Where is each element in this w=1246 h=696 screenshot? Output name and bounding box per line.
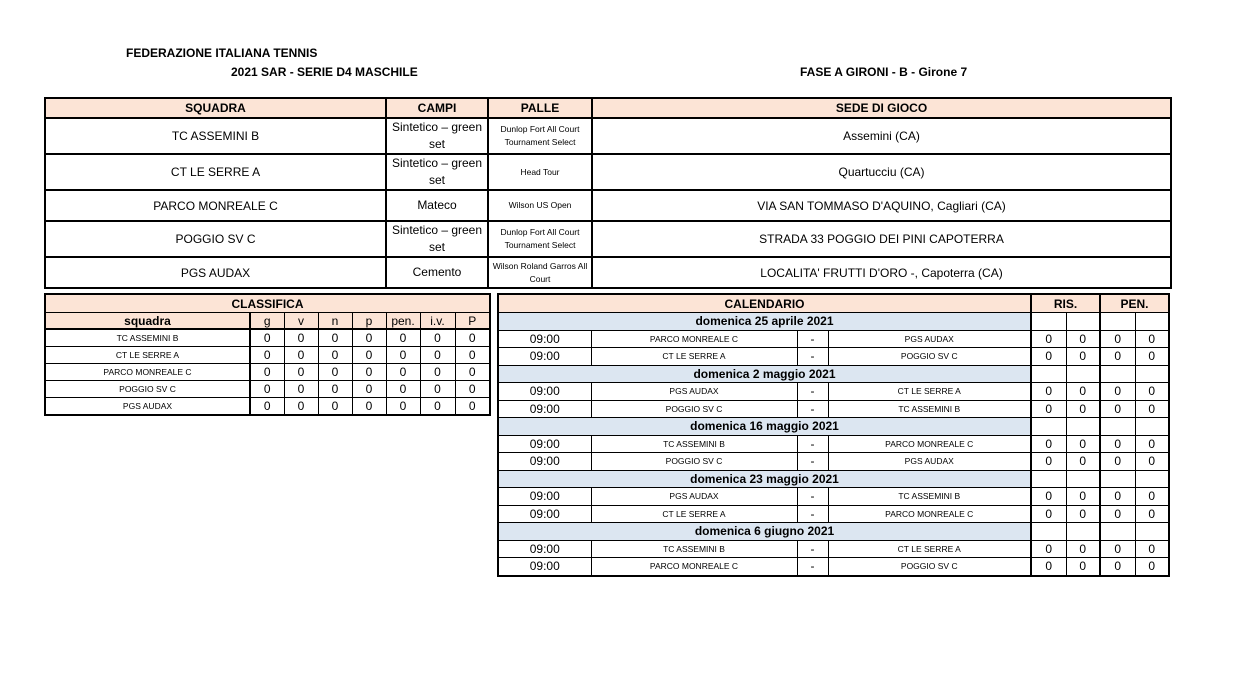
ris-away: 0 <box>1066 505 1100 523</box>
match-row <box>498 558 1169 576</box>
match-home-team: POGGIO SV C <box>591 400 797 418</box>
stat-g: 0 <box>250 329 284 347</box>
round-date: domenica 25 aprile 2021 <box>498 313 1031 331</box>
stat-pen: 0 <box>386 381 420 398</box>
stat-iv: 0 <box>420 329 455 347</box>
match-away-team: PARCO MONREALE C <box>828 505 1031 523</box>
team-sede: Assemini (CA) <box>592 118 1171 154</box>
federation-title: FEDERAZIONE ITALIANA TENNIS <box>126 46 318 60</box>
ris-home: 0 <box>1031 383 1066 401</box>
score-cell-empty <box>1031 418 1066 436</box>
standings-row <box>45 381 490 398</box>
col-n: n <box>318 313 352 330</box>
team-sede: VIA SAN TOMMASO D'AQUINO, Cagliari (CA) <box>592 190 1171 221</box>
ris-home: 0 <box>1031 505 1066 523</box>
match-time: 09:00 <box>498 400 591 418</box>
col-v: v <box>284 313 318 330</box>
team-name: CT LE SERRE A <box>45 154 386 190</box>
match-away-team: PARCO MONREALE C <box>828 435 1031 453</box>
team-palle: Dunlop Fort All Court Tournament Select <box>488 221 592 257</box>
score-cell-empty <box>1066 313 1100 331</box>
team-campi: Sintetico – green set <box>386 221 488 257</box>
teams-header-row <box>45 98 1171 118</box>
standings-team: POGGIO SV C <box>45 381 250 398</box>
ris-away: 0 <box>1066 400 1100 418</box>
stat-points: 0 <box>455 398 490 416</box>
stat-n: 0 <box>318 364 352 381</box>
pen-home: 0 <box>1100 558 1135 576</box>
match-home-team: PGS AUDAX <box>591 488 797 506</box>
stat-v: 0 <box>284 364 318 381</box>
stat-iv: 0 <box>420 364 455 381</box>
round-date-row <box>498 313 1169 331</box>
team-name: PARCO MONREALE C <box>45 190 386 221</box>
stat-points: 0 <box>455 347 490 364</box>
pen-away: 0 <box>1135 330 1169 348</box>
team-sede: LOCALITA' FRUTTI D'ORO -, Capoterra (CA) <box>592 257 1171 288</box>
header-campi: CAMPI <box>386 98 488 118</box>
pen-home: 0 <box>1100 330 1135 348</box>
classifica-table <box>44 293 491 416</box>
team-name: PGS AUDAX <box>45 257 386 288</box>
match-row <box>498 488 1169 506</box>
ris-home: 0 <box>1031 400 1066 418</box>
team-palle: Dunlop Fort All Court Tournament Select <box>488 118 592 154</box>
ris-away: 0 <box>1066 383 1100 401</box>
stat-n: 0 <box>318 398 352 416</box>
pen-home: 0 <box>1100 348 1135 366</box>
stat-pen: 0 <box>386 398 420 416</box>
stat-iv: 0 <box>420 398 455 416</box>
match-home-team: POGGIO SV C <box>591 453 797 471</box>
stat-v: 0 <box>284 329 318 347</box>
team-sede: Quartucciu (CA) <box>592 154 1171 190</box>
standings-row <box>45 364 490 381</box>
team-name: POGGIO SV C <box>45 221 386 257</box>
ris-header: RIS. <box>1031 294 1100 313</box>
match-row <box>498 348 1169 366</box>
team-row <box>45 190 1171 221</box>
standings-row <box>45 347 490 364</box>
pen-home: 0 <box>1100 383 1135 401</box>
score-cell-empty <box>1031 313 1066 331</box>
match-away-team: PGS AUDAX <box>828 453 1031 471</box>
stat-p: 0 <box>352 329 386 347</box>
pen-home: 0 <box>1100 488 1135 506</box>
match-time: 09:00 <box>498 383 591 401</box>
stat-p: 0 <box>352 398 386 416</box>
match-time: 09:00 <box>529 559 560 574</box>
classifica-title: CLASSIFICA <box>45 294 490 313</box>
col-squadra: squadra <box>45 313 250 330</box>
score-cell-empty <box>1066 365 1100 383</box>
score-cell-empty <box>1135 523 1169 541</box>
stat-g: 0 <box>250 398 284 416</box>
score-cell-empty <box>1100 313 1135 331</box>
score-cell-empty <box>1031 523 1066 541</box>
ris-home: 0 <box>1031 488 1066 506</box>
calendario-table <box>497 293 1170 577</box>
stat-v: 0 <box>284 381 318 398</box>
ris-away: 0 <box>1066 488 1100 506</box>
ris-home: 0 <box>1031 540 1066 558</box>
match-separator: - <box>797 453 828 471</box>
stat-iv: 0 <box>420 381 455 398</box>
score-cell-empty <box>1135 470 1169 488</box>
pen-away: 0 <box>1135 383 1169 401</box>
score-cell-empty <box>1066 523 1100 541</box>
pen-home: 0 <box>1100 400 1135 418</box>
ris-away: 0 <box>1066 540 1100 558</box>
match-separator: - <box>797 540 828 558</box>
match-row <box>498 400 1169 418</box>
ris-home: 0 <box>1031 453 1066 471</box>
standings-team: PGS AUDAX <box>45 398 250 416</box>
match-time: 09:00 <box>498 453 591 471</box>
match-time: 09:00 <box>498 348 591 366</box>
team-row <box>45 154 1171 190</box>
score-cell-empty <box>1135 313 1169 331</box>
stat-points: 0 <box>455 381 490 398</box>
teams-table <box>44 97 1172 289</box>
ris-home: 0 <box>1031 330 1066 348</box>
match-separator: - <box>797 348 828 366</box>
stat-points: 0 <box>455 329 490 347</box>
round-date-row <box>498 523 1169 541</box>
match-away-team: PGS AUDAX <box>828 330 1031 348</box>
match-home-team: CT LE SERRE A <box>591 505 797 523</box>
standings-row <box>45 329 490 347</box>
pen-header: PEN. <box>1100 294 1169 313</box>
round-date-row <box>498 470 1169 488</box>
match-away-team: POGGIO SV C <box>828 348 1031 366</box>
team-palle: Head Tour <box>488 154 592 190</box>
match-time: 09:00 <box>498 488 591 506</box>
ris-away: 0 <box>1066 330 1100 348</box>
pen-home: 0 <box>1100 453 1135 471</box>
pen-away: 0 <box>1135 400 1169 418</box>
col-pen: pen. <box>386 313 420 330</box>
round-date-row <box>498 418 1169 436</box>
match-time: 09:00 <box>498 330 591 348</box>
score-cell-empty <box>1100 523 1135 541</box>
match-away-team: POGGIO SV C <box>828 558 1031 576</box>
score-cell-empty <box>1031 365 1066 383</box>
calendario-header-row <box>498 294 1169 313</box>
match-separator: - <box>797 400 828 418</box>
team-sede: STRADA 33 POGGIO DEI PINI CAPOTERRA <box>592 221 1171 257</box>
match-separator: - <box>797 330 828 348</box>
stat-n: 0 <box>318 381 352 398</box>
phase-title: FASE A GIRONI - B - Girone 7 <box>800 65 968 79</box>
stat-n: 0 <box>318 347 352 364</box>
stat-p: 0 <box>352 364 386 381</box>
stat-pen: 0 <box>386 364 420 381</box>
round-date: domenica 23 maggio 2021 <box>498 470 1031 488</box>
header-palle: PALLE <box>488 98 592 118</box>
score-cell-empty <box>1066 418 1100 436</box>
match-home-team: PGS AUDAX <box>591 383 797 401</box>
team-row <box>45 221 1171 257</box>
score-cell-empty <box>1031 470 1066 488</box>
ris-away: 0 <box>1066 453 1100 471</box>
match-away-team: CT LE SERRE A <box>828 383 1031 401</box>
pen-away: 0 <box>1135 505 1169 523</box>
match-home-team: CT LE SERRE A <box>591 348 797 366</box>
stat-v: 0 <box>284 347 318 364</box>
team-name: TC ASSEMINI B <box>45 118 386 154</box>
stat-pen: 0 <box>386 329 420 347</box>
match-separator: - <box>797 505 828 523</box>
team-campi: Mateco <box>386 190 488 221</box>
pen-away: 0 <box>1135 558 1169 576</box>
pen-home: 0 <box>1100 505 1135 523</box>
score-cell-empty <box>1135 418 1169 436</box>
standings-team: PARCO MONREALE C <box>45 364 250 381</box>
match-row <box>498 330 1169 348</box>
pen-away: 0 <box>1135 453 1169 471</box>
score-cell-empty <box>1066 470 1100 488</box>
match-row <box>498 383 1169 401</box>
col-p: p <box>352 313 386 330</box>
match-home-team: TC ASSEMINI B <box>591 540 797 558</box>
round-date: domenica 16 maggio 2021 <box>498 418 1031 436</box>
pen-away: 0 <box>1135 348 1169 366</box>
col-points: P <box>455 313 490 330</box>
ris-away: 0 <box>1066 558 1100 576</box>
standings-team: TC ASSEMINI B <box>45 329 250 347</box>
stat-n: 0 <box>318 329 352 347</box>
match-home-team: PARCO MONREALE C <box>591 330 797 348</box>
team-campi: Sintetico – green set <box>386 118 488 154</box>
match-separator: - <box>797 488 828 506</box>
competition-title: 2021 SAR - SERIE D4 MASCHILE <box>231 65 418 79</box>
team-row <box>45 257 1171 288</box>
match-separator: - <box>797 435 828 453</box>
team-palle: Wilson US Open <box>488 190 592 221</box>
score-cell-empty <box>1135 365 1169 383</box>
score-cell-empty <box>1100 365 1135 383</box>
header-squadra: SQUADRA <box>45 98 386 118</box>
stat-g: 0 <box>250 364 284 381</box>
team-palle: Wilson Roland Garros All Court <box>488 257 592 288</box>
stat-p: 0 <box>352 347 386 364</box>
calendario-title: CALENDARIO <box>498 294 1031 313</box>
match-away-team: CT LE SERRE A <box>828 540 1031 558</box>
round-date-row <box>498 365 1169 383</box>
standings-team: CT LE SERRE A <box>45 347 250 364</box>
col-g: g <box>250 313 284 330</box>
score-cell-empty <box>1100 418 1135 436</box>
stat-g: 0 <box>250 381 284 398</box>
ris-away: 0 <box>1066 348 1100 366</box>
stat-iv: 0 <box>420 347 455 364</box>
pen-away: 0 <box>1135 540 1169 558</box>
ris-home: 0 <box>1031 348 1066 366</box>
standings-row <box>45 398 490 416</box>
stat-points: 0 <box>455 364 490 381</box>
match-separator: - <box>797 558 828 576</box>
col-iv: i.v. <box>420 313 455 330</box>
match-row <box>498 505 1169 523</box>
header-sede: SEDE DI GIOCO <box>592 98 1171 118</box>
ris-home: 0 <box>1031 435 1066 453</box>
match-separator: - <box>797 383 828 401</box>
match-row <box>498 540 1169 558</box>
match-home-team: TC ASSEMINI B <box>591 435 797 453</box>
match-away-team: TC ASSEMINI B <box>828 488 1031 506</box>
match-time: 09:00 <box>498 435 591 453</box>
team-row <box>45 118 1171 154</box>
score-cell-empty <box>1100 470 1135 488</box>
round-date: domenica 6 giugno 2021 <box>498 523 1031 541</box>
match-time: 09:00 <box>498 540 591 558</box>
match-row <box>498 435 1169 453</box>
match-away-team: TC ASSEMINI B <box>828 400 1031 418</box>
pen-home: 0 <box>1100 435 1135 453</box>
stat-pen: 0 <box>386 347 420 364</box>
stat-p: 0 <box>352 381 386 398</box>
pen-away: 0 <box>1135 488 1169 506</box>
pen-away: 0 <box>1135 435 1169 453</box>
ris-home: 0 <box>1031 558 1066 576</box>
stat-g: 0 <box>250 347 284 364</box>
pen-home: 0 <box>1100 540 1135 558</box>
team-campi: Sintetico – green set <box>386 154 488 190</box>
round-date: domenica 2 maggio 2021 <box>498 365 1031 383</box>
classifica-columns <box>45 313 490 330</box>
match-row <box>498 453 1169 471</box>
ris-away: 0 <box>1066 435 1100 453</box>
stat-v: 0 <box>284 398 318 416</box>
match-home-team: PARCO MONREALE C <box>591 558 797 576</box>
match-time: 09:00 <box>498 505 591 523</box>
team-campi: Cemento <box>386 257 488 288</box>
